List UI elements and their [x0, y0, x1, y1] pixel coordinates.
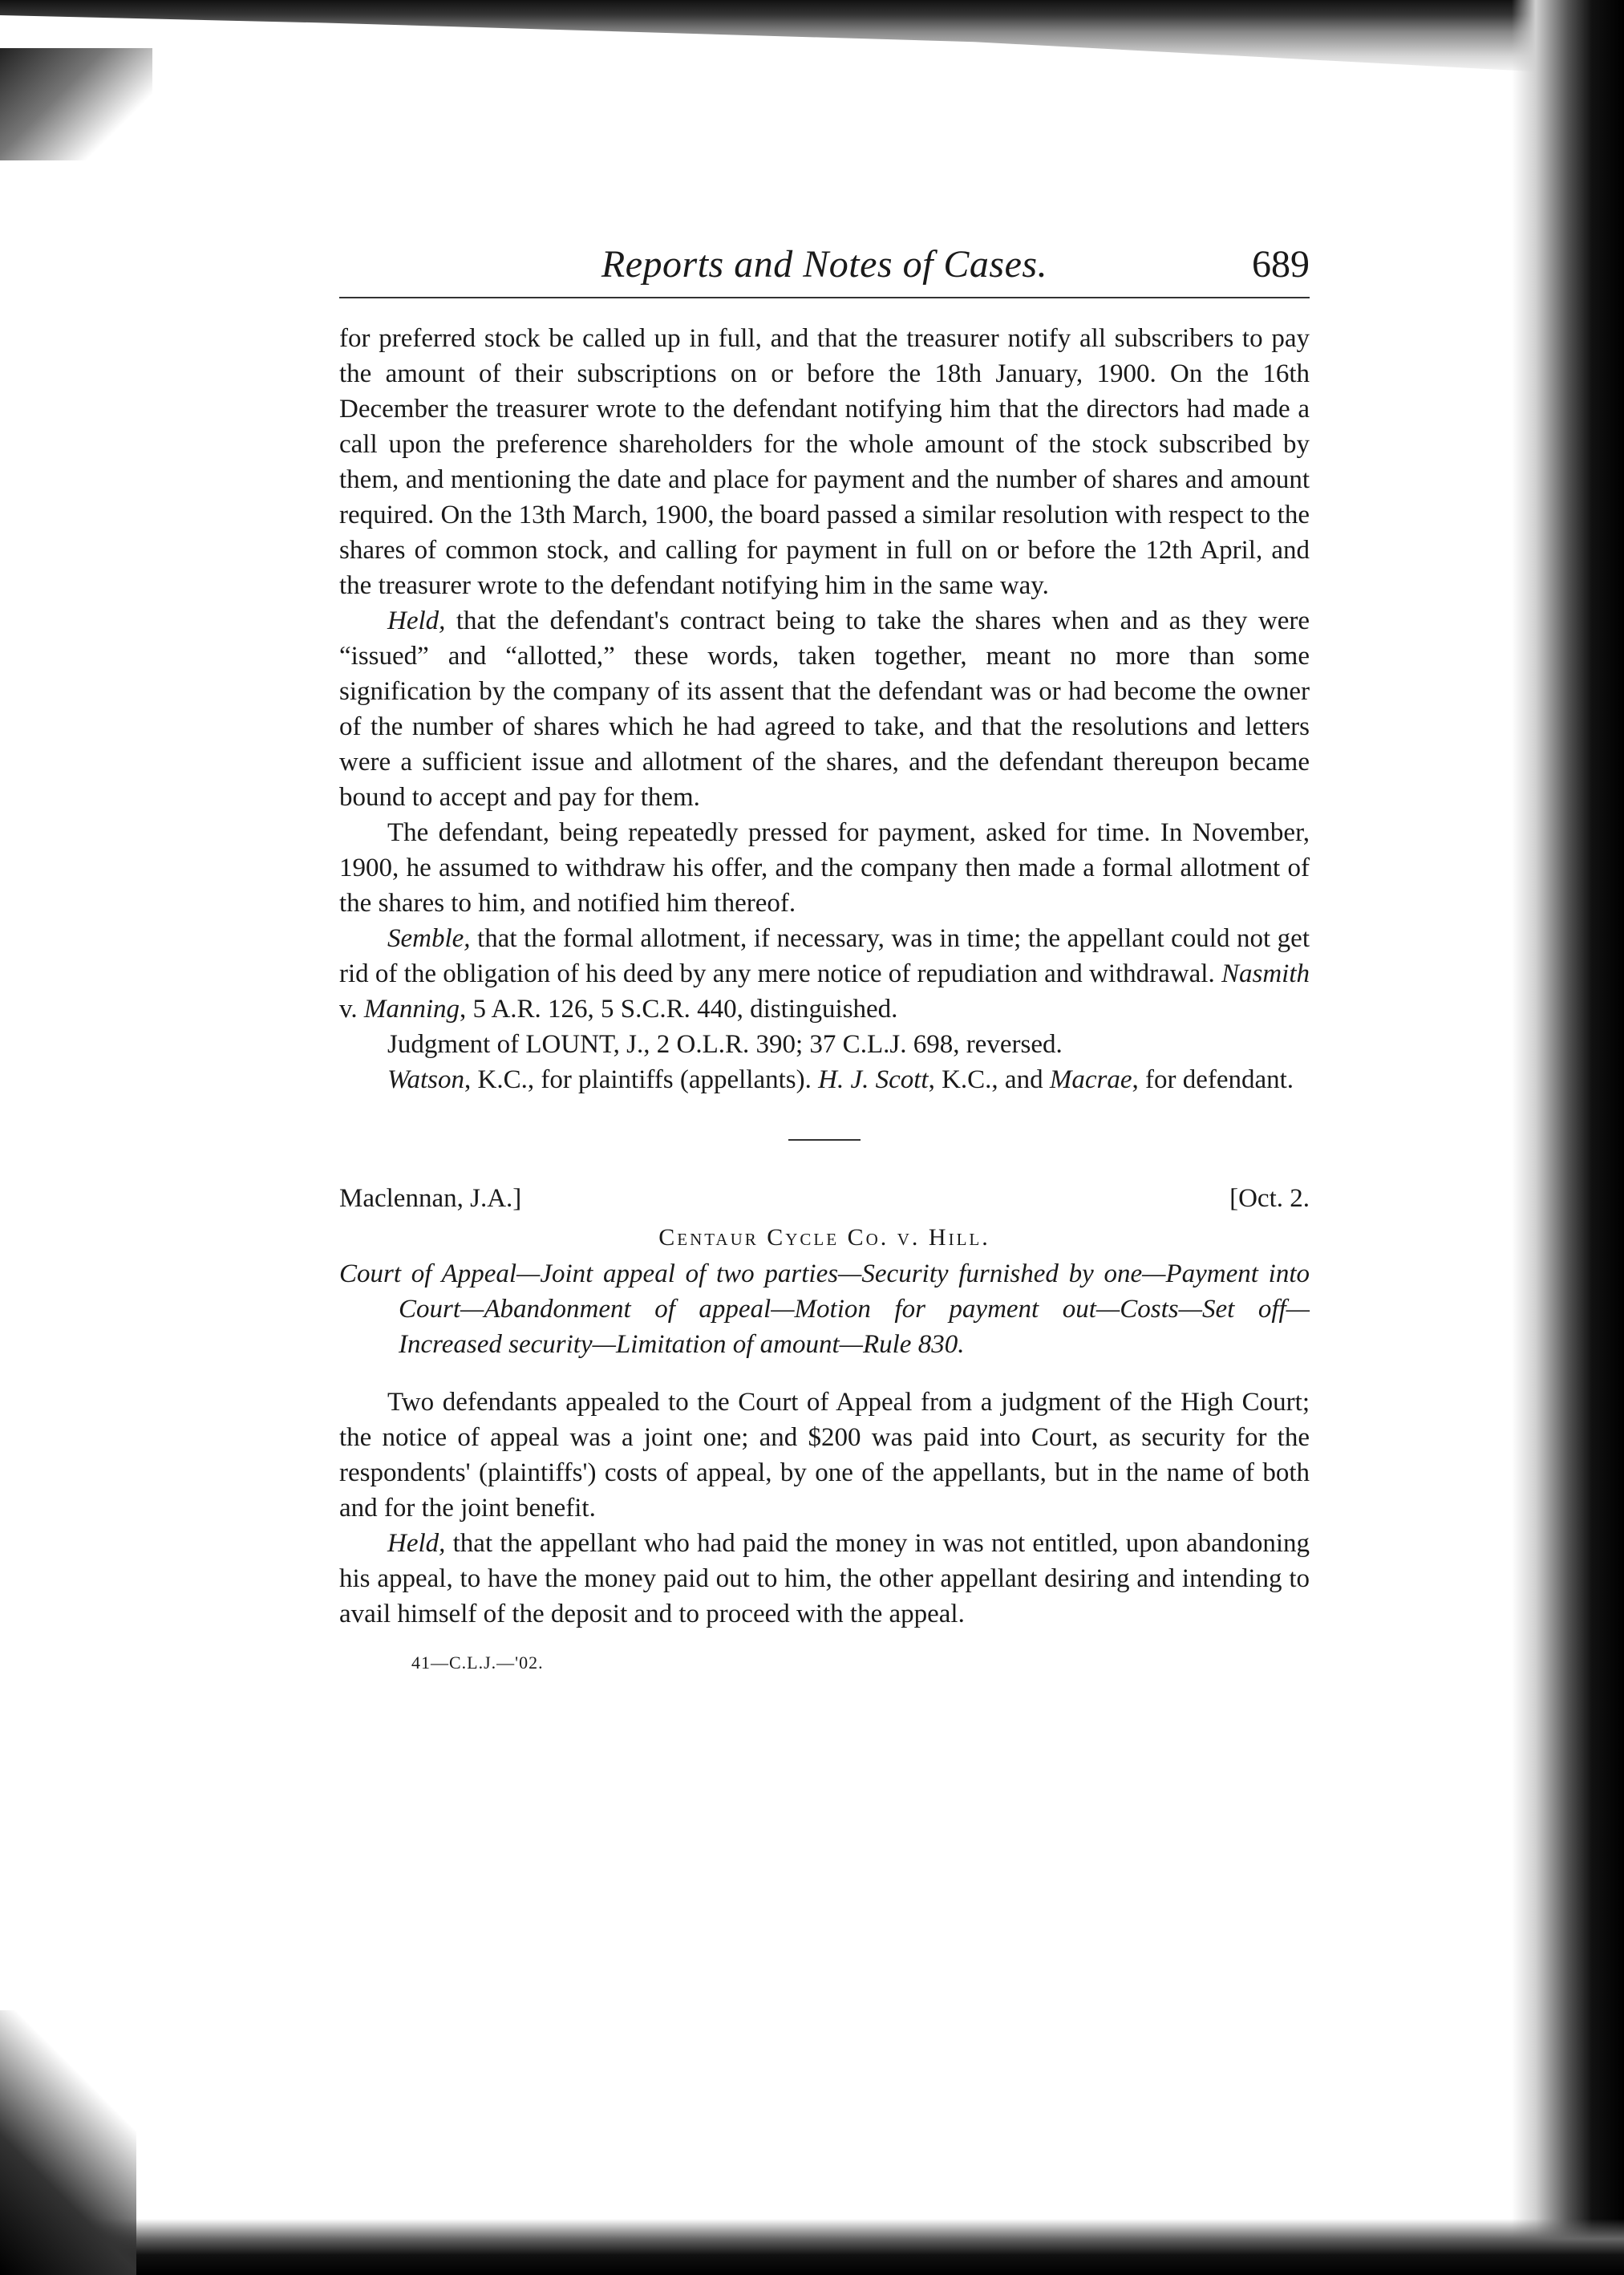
scan-shadow-top: [0, 0, 1624, 76]
case-headnote: Court of Appeal—Joint appeal of two parties—Security furnished by one—Payment into Court—Abandonment of appeal—Motion for payment out—Costs—Set off—Increased security—Limitation of amount—Rule 830.: [339, 1259, 1310, 1359]
case-name-manning: Manning: [363, 995, 460, 1024]
counsel-watson: Watson: [387, 1065, 464, 1094]
paragraph-semble: [339, 921, 1310, 1027]
counsel-text-c: , for defendant.: [1132, 1065, 1294, 1094]
paragraph-judgment: Judgment of LOUNT, J., 2 O.L.R. 390; 37 C.L.J. 698, reversed.: [387, 1030, 1063, 1059]
paragraph-facts-2: Two defendants appealed to the Court of Appeal from a judgment of the High Court; the notice of appeal was a joint one; and $200 was paid into Court, as security for the respondents' (plaintiffs') costs of appeal, by one of the appellants, but in the name of both and for the joint benefit.: [339, 1388, 1310, 1523]
paragraph-withdrawal: The defendant, being repeatedly pressed for payment, asked for time. In November, 1900, he assumed to withdraw his offer, and the company then made a formal allotment of the shares to him, and notified him thereof.: [339, 818, 1310, 918]
counsel-text-b: , K.C., and: [928, 1065, 1050, 1094]
held-label: Held,: [387, 606, 446, 635]
case-header: [339, 1184, 1310, 1219]
held-text: that the defendant's contract being to take the shares when and as they were “issued” and “allotted,” these words, taken together, meant no more than some signification by the company of its assent that the defendant was or had become the owner of the number of shares which he had agreed to take, and that the resolutions and letters were a sufficient issue and allotment of the shares, and the defendant thereupon became bound to accept and pay for them.: [339, 606, 1310, 812]
paragraph-counsel: [339, 1062, 1310, 1097]
case-title: Centaur Cycle Co. v. Hill.: [658, 1224, 990, 1251]
citation-text: , 5 A.R. 126, 5 S.C.R. 440, distinguished.: [460, 995, 898, 1024]
scan-shadow-bottom-left: [0, 2010, 136, 2275]
counsel-text-a: , K.C., for plaintiffs (appellants).: [464, 1065, 819, 1094]
semble-label: Semble,: [387, 924, 471, 953]
counsel-macrae: Macrae: [1049, 1065, 1132, 1094]
case-judge: Maclennan, J.A.]: [339, 1184, 522, 1213]
running-head: [339, 233, 1310, 298]
case-date: [Oct. 2.: [1229, 1184, 1310, 1213]
case-name-nasmith: Nasmith: [1221, 959, 1310, 988]
paragraph-held-2: [339, 1526, 1310, 1632]
case-report-continued: [339, 321, 1310, 1097]
page-number: 689: [1252, 243, 1310, 286]
section-divider: [788, 1139, 861, 1141]
scan-shadow-right: [1512, 0, 1624, 2275]
held-text-2: that the appellant who had paid the money in was not entitled, upon abandoning his appeal, to have the money paid out to him, the other appellant desiring and intending to avail himself of the deposit and to proceed with the appeal.: [339, 1529, 1310, 1628]
case-report: [339, 1385, 1310, 1632]
versus: v.: [339, 995, 364, 1024]
scan-shadow-bottom: [0, 2219, 1624, 2275]
paragraph-held: [339, 603, 1310, 815]
semble-text: that the formal allotment, if necessary, was in time; the appellant could not get rid of the obligation of his deed by any mere notice of repudiation and withdrawal.: [339, 924, 1310, 988]
signature-mark: 41—C.L.J.—'02.: [411, 1653, 544, 1673]
paragraph-facts: for preferred stock be called up in full, and that the treasurer notify all subscribers to pay the amount of their subscriptions on or before the 18th January, 1900. On the 16th December the treasurer wrote to the defendant notifying him that the directors had made a call upon the preference shareholders for the whole amount of the stock subscribed by them, and mentioning the date and place for payment and the number of shares and amount required. On the 13th March, 1900, the board passed a similar resolution with respect to the shares of common stock, and calling for payment in full on or before the 12th April, and the treasurer wrote to the defendant notifying him in the same way.: [339, 324, 1310, 600]
running-head-title: Reports and Notes of Cases.: [601, 243, 1048, 286]
counsel-scott: H. J. Scott: [818, 1065, 929, 1094]
held-label-2: Held,: [387, 1529, 446, 1558]
scan-shadow-top-left: [0, 48, 152, 160]
page-content: [339, 233, 1310, 1673]
